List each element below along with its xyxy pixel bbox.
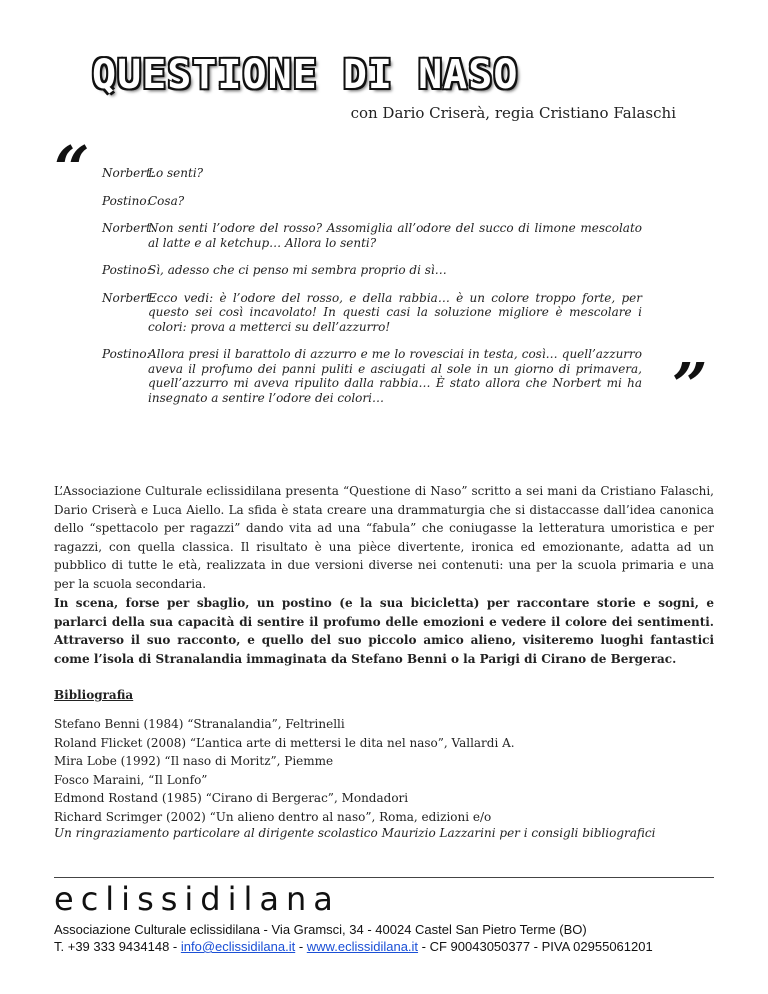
dialogue-line — [102, 194, 642, 209]
bibliography-item: Stefano Benni (1984) “Stranalandia”, Feltrinelli — [54, 717, 345, 731]
dialogue-line — [102, 291, 642, 335]
dialogue-text: Sì, adesso che ci penso mi sembra proprio di sì… — [148, 263, 447, 277]
dialogue-text: Lo senti? — [148, 166, 204, 180]
footer-contacts — [54, 921, 734, 955]
dialogue-line — [102, 221, 642, 250]
footer-divider — [54, 877, 714, 878]
dialogue-speaker: Postino: — [102, 347, 151, 361]
dialogue-line — [102, 347, 642, 405]
open-quote-mark: “ — [54, 132, 90, 205]
dialogue-line — [102, 166, 642, 181]
dialogue-speaker: Norbert: — [102, 290, 155, 305]
close-quote-mark: ” — [672, 349, 708, 422]
bibliography-item: Fosco Maraini, “Il Lonfo” — [54, 772, 208, 787]
footer-fiscal-info: - CF 90043050377 - PIVA 02955061201 — [418, 939, 653, 954]
brand-logo: eclissidilana — [54, 880, 340, 918]
page-subtitle: con Dario Criserà, regia Cristiano Falaschi — [350, 104, 676, 122]
dialogue-speaker: Postino: — [102, 263, 151, 277]
bibliography-list — [54, 715, 714, 826]
dialogue-text: Ecco vedi: è l’odore del rosso, e della rabbia… è un colore troppo forte, per questo sei così incavolato! In questi casi la soluzione migliore è mescolare i colori: prova a metterci su dell’azzurro! — [148, 290, 642, 334]
dialogue-block — [102, 166, 642, 418]
dialogue-speaker: Norbert: — [102, 166, 155, 180]
dialogue-line — [102, 263, 642, 278]
email-link[interactable]: info@eclissidilana.it — [180, 939, 296, 954]
dialogue-text: Cosa? — [148, 193, 185, 208]
footer-phone: T. +39 333 9434148 - — [54, 939, 181, 954]
intro-paragraph: L’Associazione Culturale eclissidilana presenta “Questione di Naso” scritto a sei mani da Cristiano Falaschi, Dario Criserà e Luca Aiello. La sfida è stata creare una drammaturgia che si distaccasse dall’idea canonica dello “spettacolo per ragazzi” dando vita ad una “fabula” che coniugasse la letteratura umoristica e per ragazzi, con quella classica. Il risultato è una pièce divertente, ironica ed emozionante, adatta ad un pubblico di tutte le età, realizzata in due versioni diverse nei contenuti: una per la scuola primaria e una per la scuola secondaria. — [54, 484, 714, 591]
synopsis-paragraph: In scena, forse per sbaglio, un postino (e la sua bicicletta) per raccontare storie e sogni, e parlarci della sua capacità di sentire il profumo delle emozioni e vedere il colore dei sentimenti. Attraverso il suo racconto, e quello del suo piccolo amico alieno, visiteremo luoghi fantastici come l’isola di Stranalandia immaginata da Stefano Benni o la Parigi di Cirano de Bergerac. — [54, 596, 714, 666]
page-title: QUESTIONE DI NASO — [92, 52, 519, 98]
dialogue-text: Non senti l’odore del rosso? Assomiglia all’odore del succo di limone mescolato al latte e al ketchup… Allora lo senti? — [148, 221, 642, 250]
bibliography-item: Roland Flicket (2008) “L’antica arte di mettersi le dita nel naso”, Vallardi A. — [54, 735, 515, 750]
dialogue-text: Allora presi il barattolo di azzurro e me lo rovesciai in testa, così… quell’azzurro aveva il profumo dei panni puliti e asciugati al sole in un giorno di primavera, quell’azzurro mi aveva ripulito dalla rabbia… È stato allora che Norbert mi ha insegnato a sentire l’odore dei colori… — [148, 347, 642, 405]
bibliography-item: Mira Lobe (1992) “Il naso di Moritz”, Piemme — [54, 754, 334, 768]
website-link[interactable]: www.eclissidilana.it — [306, 939, 419, 954]
bibliography-item: Richard Scrimger (2002) “Un alieno dentro al naso”, Roma, edizioni e/o — [54, 809, 492, 824]
footer-separator: - — [295, 939, 307, 954]
footer-address: Associazione Culturale eclissidilana - Via Gramsci, 34 - 40024 Castel San Pietro Terme (BO) — [54, 922, 587, 937]
acknowledgement: Un ringraziamento particolare al dirigente scolastico Maurizio Lazzarini per i consigli bibliografici — [54, 826, 656, 840]
dialogue-speaker: Norbert: — [102, 221, 155, 235]
bibliography-item: Edmond Rostand (1985) “Cirano di Bergerac”, Mondadori — [54, 791, 409, 805]
bibliography-heading: Bibliografia — [54, 688, 134, 702]
dialogue-speaker: Postino: — [102, 193, 151, 208]
